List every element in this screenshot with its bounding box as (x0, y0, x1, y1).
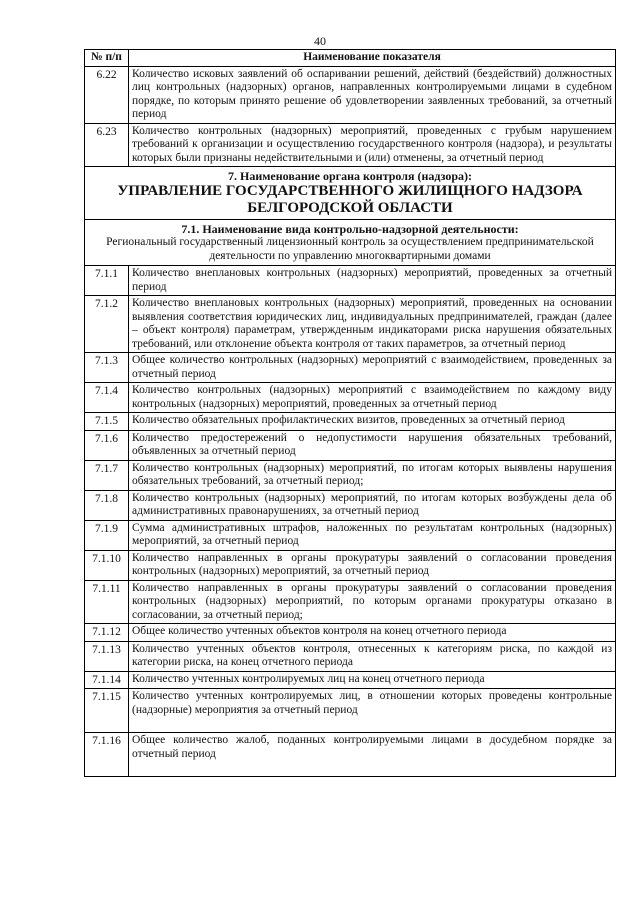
table-row (85, 550, 616, 580)
subsection-cell (85, 220, 616, 266)
table-row (85, 66, 616, 123)
row-number: 7.1.2 (85, 296, 129, 353)
subsection-heading: 7.1. Наименование вида контрольно-надзорной деятельности: (181, 222, 519, 236)
row-number: 7.1.6 (85, 430, 129, 460)
section-cell (85, 167, 616, 220)
table-row (85, 520, 616, 550)
table-row (85, 266, 616, 296)
header-name: Наименование показателя (129, 50, 616, 67)
row-number: 7.1.1 (85, 266, 129, 296)
row-text: Количество контрольных (надзорных) мероприятий, по итогам которых выявлены нарушения обязательных требований, за отчетный период; (129, 460, 616, 490)
section-org-line2: БЕЛГОРОДСКОЙ ОБЛАСТИ (247, 200, 453, 216)
row-number: 6.22 (85, 66, 129, 123)
table-row (85, 671, 616, 689)
row-number: 7.1.15 (85, 689, 129, 733)
page-number: 40 (314, 34, 326, 48)
section-row (85, 167, 616, 220)
row-number: 7.1.5 (85, 413, 129, 431)
table-header-row (85, 50, 616, 67)
table-row (85, 624, 616, 642)
row-text: Количество внеплановых контрольных (надзорных) мероприятий, проведенных за отчетный период (129, 266, 616, 296)
row-number: 6.23 (85, 123, 129, 167)
subsection-description: Региональный государственный лицензионный контроль за осуществлением предпринимательской деятельности по управлению многоквартирными домами (106, 236, 594, 262)
table-row (85, 413, 616, 431)
table-row (85, 580, 616, 624)
row-text: Количество учтенных контролируемых лиц, в отношении которых проведены контрольные (надзорные) мероприятия за отчетный период (129, 689, 616, 733)
row-text: Количество контрольных (надзорных) мероприятий, проведенных с грубым нарушением требований к организации и осуществлению государственного контроля (надзора), и результаты которых были признаны недействительными и (или) отменены, за отчетный период (129, 123, 616, 167)
row-number: 7.1.9 (85, 520, 129, 550)
row-text: Количество исковых заявлений об оспаривании решений, действий (бездействий) должностных лиц контрольных (надзорных) органов, направленных контролируемыми лицами в судебном порядке, по которым принято решение об удовлетворении заявленных требований, за отчетный период (129, 66, 616, 123)
row-text: Количество направленных в органы прокуратуры заявлений о согласовании проведения контрольных (надзорных) мероприятий, по которым органами прокуратуры отказано в согласовании, за отчетный период; (129, 580, 616, 624)
row-text: Количество направленных в органы прокуратуры заявлений о согласовании проведения контрольных (надзорных) мероприятий, за отчетный период (129, 550, 616, 580)
table-row (85, 123, 616, 167)
row-number: 7.1.13 (85, 641, 129, 671)
row-text: Общее количество контрольных (надзорных) мероприятий с взаимодействием, проведенных за отчетный период (129, 353, 616, 383)
row-number: 7.1.14 (85, 671, 129, 689)
row-text: Общее количество учтенных объектов контроля на конец отчетного периода (129, 624, 616, 642)
table-row (85, 490, 616, 520)
table-row (85, 383, 616, 413)
row-number: 7.1.16 (85, 733, 129, 777)
table-row (85, 353, 616, 383)
row-text: Количество учтенных объектов контроля, отнесенных к категориям риска, по каждой из категории риска, на конец отчетного периода (129, 641, 616, 671)
row-number: 7.1.11 (85, 580, 129, 624)
subsection-row (85, 220, 616, 266)
table-row (85, 296, 616, 353)
row-number: 7.1.10 (85, 550, 129, 580)
table-row (85, 460, 616, 490)
section-heading: 7. Наименование органа контроля (надзора): (227, 169, 473, 183)
row-text: Количество предостережений о недопустимости нарушения обязательных требований, объявленных за отчетный период (129, 430, 616, 460)
row-text: Количество контрольных (надзорных) мероприятий с взаимодействием по каждому виду контрольных (надзорных) мероприятий, проведенных за отчетный период (129, 383, 616, 413)
table-row (85, 733, 616, 777)
row-number: 7.1.8 (85, 490, 129, 520)
row-text: Сумма административных штрафов, наложенных по результатам контрольных (надзорных) мероприятий, за отчетный период (129, 520, 616, 550)
row-text: Количество контрольных (надзорных) мероприятий, по итогам которых возбуждены дела об административных правонарушениях, за отчетный период (129, 490, 616, 520)
indicators-table (84, 49, 616, 777)
table-row (85, 689, 616, 733)
row-number: 7.1.4 (85, 383, 129, 413)
row-text: Количество обязательных профилактических визитов, проведенных за отчетный период (129, 413, 616, 431)
table-row (85, 641, 616, 671)
table-row (85, 430, 616, 460)
section-org-line1: УПРАВЛЕНИЕ ГОСУДАРСТВЕННОГО ЖИЛИЩНОГО НАДЗОРА (117, 183, 583, 199)
row-number: 7.1.7 (85, 460, 129, 490)
row-text: Общее количество жалоб, поданных контролируемыми лицами в досудебном порядке за отчетный период (129, 733, 616, 777)
row-number: 7.1.3 (85, 353, 129, 383)
row-text: Количество учтенных контролируемых лиц на конец отчетного периода (129, 671, 616, 689)
header-number: № п/п (85, 50, 129, 67)
row-number: 7.1.12 (85, 624, 129, 642)
row-text: Количество внеплановых контрольных (надзорных) мероприятий, проведенных на основании выявления соответствия юридических лиц, индивидуальных предпринимателей, граждан (далее – объект контроля) параметрам, утвержденным индикаторами риска нарушения обязательных требований, или отклонение объекта контроля от таких параметров, за отчетный период (129, 296, 616, 353)
